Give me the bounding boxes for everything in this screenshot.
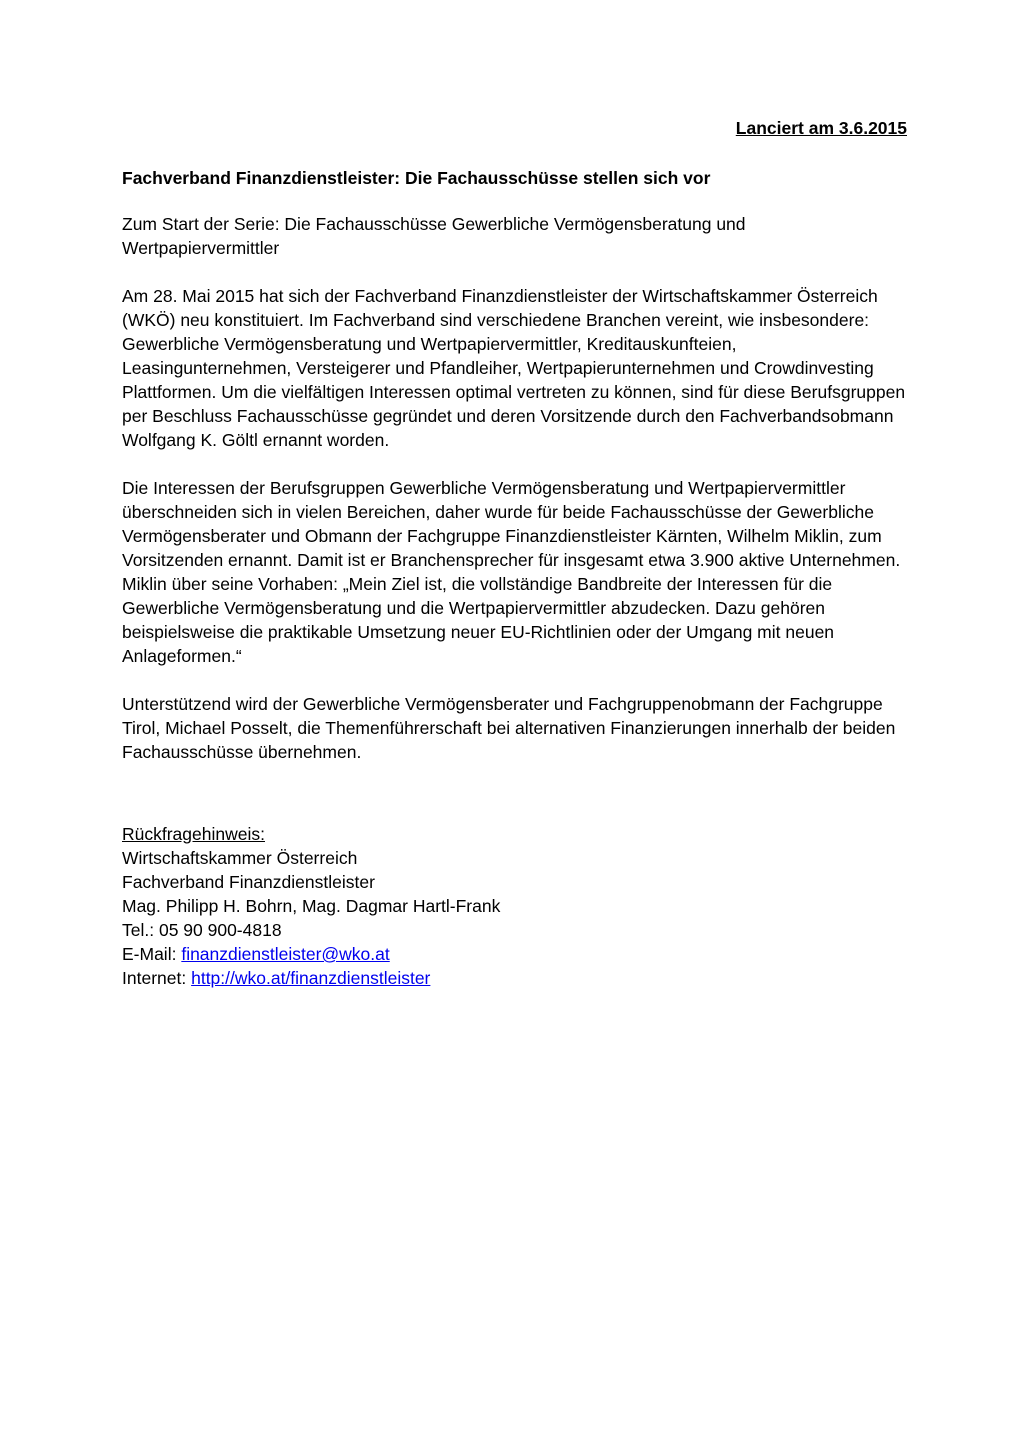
email-link[interactable]: finanzdienstleister@wko.at (181, 944, 390, 964)
contact-phone: Tel.: 05 90 900-4818 (122, 920, 282, 940)
contact-heading-text: Rückfragehinweis: (122, 824, 265, 844)
internet-link[interactable]: http://wko.at/finanzdienstleister (191, 968, 431, 988)
internet-label: Internet: (122, 968, 187, 988)
email-label: E-Mail: (122, 944, 177, 964)
release-date: Lanciert am 3.6.2015 (735, 118, 907, 138)
contact-block (122, 822, 907, 990)
document-subtitle: Zum Start der Serie: Die Fachausschüsse Gewerbliche Vermögensberatung und Wertpapiervermittler (122, 214, 746, 258)
document-title: Fachverband Finanzdienstleister: Die Fachausschüsse stellen sich vor (122, 168, 711, 188)
release-date-line (122, 116, 907, 140)
contact-persons: Mag. Philipp H. Bohrn, Mag. Dagmar Hartl-Frank (122, 896, 501, 916)
body-paragraph-3: Unterstützend wird der Gewerbliche Vermögensberater und Fachgruppenobmann der Fachgruppe Tirol, Michael Posselt, die Themenführerschaft bei alternativen Finanzierungen innerhalb der beiden Fachausschüsse übernehmen. (122, 694, 896, 762)
body-paragraph-2: Die Interessen der Berufsgruppen Gewerbliche Vermögensberatung und Wertpapiervermittler überschneiden sich in vielen Bereichen, daher wurde für beide Fachausschüsse der Gewerbliche Vermögensberater und Obmann der Fachgruppe Finanzdienstleister Kärnten, Wilhelm Miklin, zum Vorsitzenden ernannt. Damit ist er Branchensprecher für insgesamt etwa 3.900 aktive Unternehmen. Miklin über seine Vorhaben: „Mein Ziel ist, die vollständige Bandbreite der Interessen für die Gewerbliche Vermögensberatung und die Wertpapiervermittler abzudecken. Dazu gehören beispielsweise die praktikable Umsetzung neuer EU-Richtlinien oder der Umgang mit neuen Anlageformen.“ (122, 478, 901, 666)
body-paragraph-1: Am 28. Mai 2015 hat sich der Fachverband Finanzdienstleister der Wirtschaftskammer Österreich (WKÖ) neu konstituiert. Im Fachverband sind verschiedene Branchen vereint, wie insbesondere: Gewerbliche Vermögensberatung und Wertpapiervermittler, Kreditauskunfteien, Leasingunternehmen, Versteigerer und Pfandleiher, Wertpapierunternehmen und Crowdinvesting Plattformen. Um die vielfältigen Interessen optimal vertreten zu können, sind für diese Berufsgruppen per Beschluss Fachausschüsse gegründet und deren Vorsitzende durch den Fachverbandsobmann Wolfgang K. Göltl ernannt worden. (122, 286, 906, 450)
contact-heading (122, 822, 907, 846)
contact-internet-line (122, 966, 907, 990)
contact-organization: Wirtschaftskammer Österreich (122, 848, 358, 868)
contact-department: Fachverband Finanzdienstleister (122, 872, 375, 892)
contact-email-line (122, 942, 907, 966)
